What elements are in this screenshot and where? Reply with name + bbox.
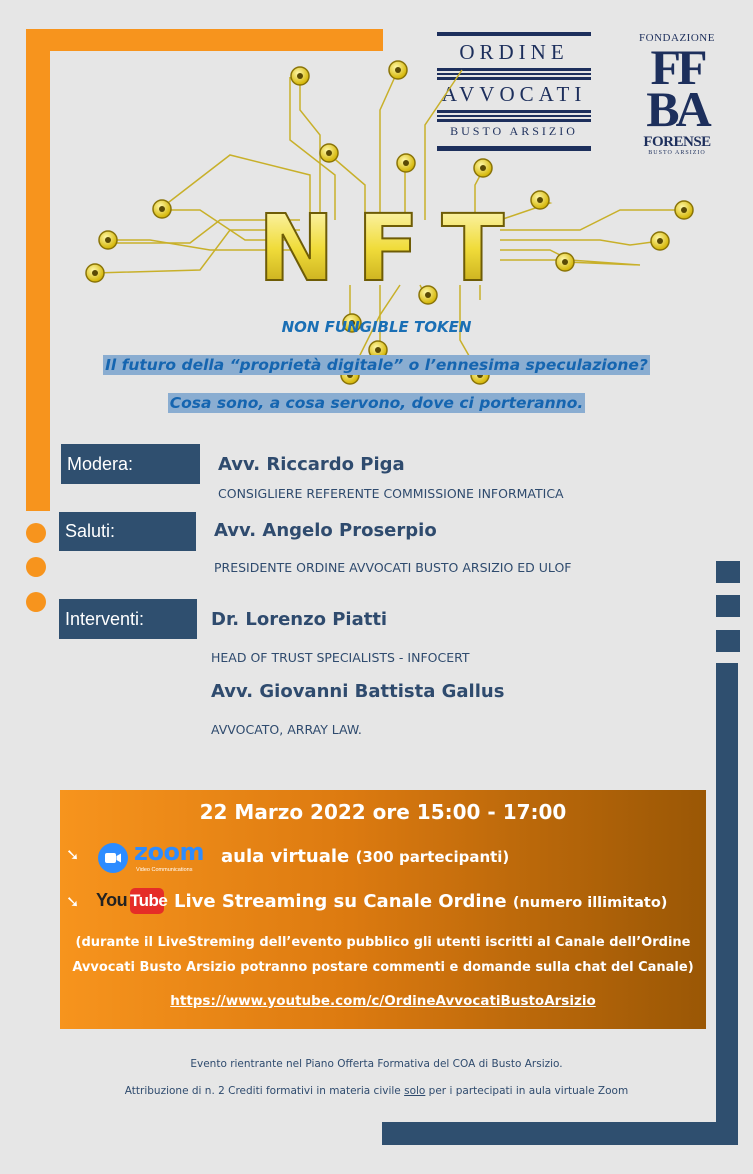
- logo-ordine-line2: AVVOCATI: [441, 82, 587, 106]
- orange-frame-top: [26, 29, 383, 51]
- event-info-box: [60, 790, 706, 1029]
- footer-line-2: [0, 1085, 753, 1097]
- interventi-label: Interventi:: [59, 599, 197, 639]
- modera-name: Avv. Riccardo Piga: [218, 454, 405, 475]
- saluti-label: Saluti:: [59, 512, 196, 551]
- footer-credits-pre: Attribuzione di n. 2 Crediti formativi in materia civile: [124, 1085, 405, 1097]
- topics-line: [0, 394, 753, 413]
- nft-circuit-graphic: [80, 55, 710, 395]
- arrow-icon: ➘: [66, 894, 80, 911]
- livestream-note-1: (durante il LiveStreming dell’evento pubblico gli utenti iscritti al Canale dell’Ordine: [75, 935, 691, 950]
- orange-dot: [26, 557, 46, 577]
- nft-title: NFT: [257, 195, 527, 302]
- logo-ordine-line1: ORDINE: [459, 40, 569, 64]
- navy-square: [716, 561, 740, 583]
- zoom-logo[interactable]: [98, 838, 210, 876]
- event-datetime: 22 Marzo 2022 ore 15:00 - 17:00: [199, 800, 567, 824]
- arrow-icon: ➘: [66, 847, 80, 864]
- footer-line-1: Evento rientrante nel Piano Offerta Formativa del COA di Busto Arsizio.: [190, 1058, 563, 1070]
- zoom-wordmark: zoom: [134, 838, 204, 866]
- footer-credits-post: per i partecipati in aula virtuale Zoom: [425, 1085, 629, 1097]
- fondazione-forense-label: FORENSE: [643, 134, 711, 150]
- fondazione-label: FONDAZIONE: [639, 32, 715, 44]
- zoom-detail: (300 partecipanti): [355, 848, 510, 866]
- youtube-text: Live Streaming su Canale Ordine: [174, 891, 507, 912]
- logo-ordine-line3: BUSTO ARSIZIO: [450, 124, 578, 138]
- modera-label: Modera:: [61, 444, 200, 484]
- youtube-you: You: [96, 890, 128, 910]
- speaker-role: HEAD OF TRUST SPECIALISTS - INFOCERT: [211, 650, 470, 665]
- navy-frame-right: [716, 663, 738, 1145]
- zoom-line: [221, 846, 509, 867]
- fondazione-mark-text: FFBA: [646, 39, 708, 137]
- navy-square: [716, 595, 740, 617]
- zoom-text: aula virtuale: [221, 846, 350, 867]
- orange-frame-left: [26, 29, 50, 511]
- navy-frame-bottom: [382, 1122, 738, 1145]
- orange-dot: [26, 523, 46, 543]
- livestream-note-2: Avvocati Busto Arsizio potranno postare commenti e domande sulla chat del Canale): [72, 960, 694, 975]
- topics-text: Cosa sono, a cosa servono, dove ci porteranno.: [169, 394, 584, 412]
- saluti-name: Avv. Angelo Proserpio: [214, 520, 437, 541]
- saluti-role: PRESIDENTE ORDINE AVVOCATI BUSTO ARSIZIO ED ULOF: [214, 560, 572, 575]
- fondazione-city: BUSTO ARSIZIO: [648, 150, 706, 156]
- modera-role: CONSIGLIERE REFERENTE COMMISSIONE INFORMATICA: [218, 486, 564, 501]
- orange-dot: [26, 592, 46, 612]
- speaker-role: AVVOCATO, ARRAY LAW.: [211, 722, 362, 737]
- speaker-name: Dr. Lorenzo Piatti: [211, 609, 388, 630]
- zoom-tagline: Video Communications: [136, 867, 193, 873]
- footer-credits-solo: solo: [404, 1085, 426, 1097]
- youtube-logo[interactable]: [96, 888, 166, 916]
- question-text: Il futuro della “proprietà digitale” o l’ennesima speculazione?: [105, 356, 648, 374]
- youtube-detail: (numero illimitato): [512, 895, 668, 911]
- navy-square: [716, 630, 740, 652]
- question-line: [0, 356, 753, 375]
- youtube-channel-link[interactable]: https://www.youtube.com/c/OrdineAvvocatiBustoArsizio: [170, 993, 596, 1009]
- youtube-tube: Tube: [130, 888, 164, 914]
- youtube-line: [174, 891, 667, 912]
- speaker-name: Avv. Giovanni Battista Gallus: [211, 681, 505, 702]
- video-camera-icon: [98, 843, 128, 873]
- subtitle: NON FUNGIBLE TOKEN: [281, 318, 472, 336]
